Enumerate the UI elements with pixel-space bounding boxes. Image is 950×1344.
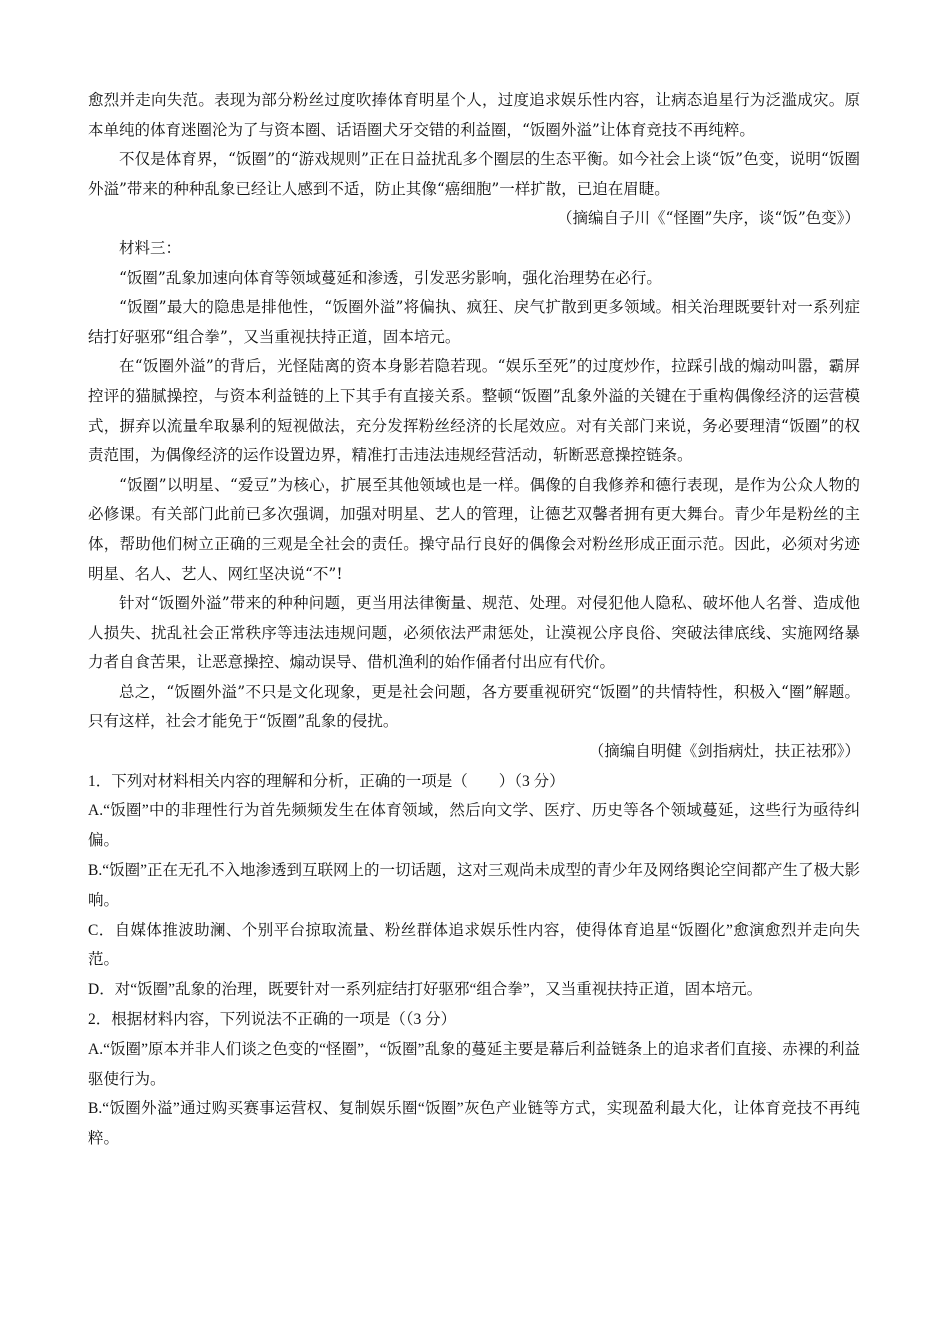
passage-paragraph-7: 针对“饭圈外溢”带来的种种问题，更当用法律衡量、规范、处理。对侵犯他人隐私、破坏他人名誉、造成他人损失、扰乱社会正常秩序等违法违规问题，必须依法严肃惩处，让漠视公序良俗、突破法律底线、实施网络暴力者自食苦果，让恶意操控、煽动误导、借机渔利的始作俑者付出应有代价。	[88, 594, 860, 672]
question-2-stem: 2．根据材料内容，下列说法不正确的一项是（（3 分）	[88, 1011, 457, 1029]
passage-paragraph-1: 愈烈并走向失范。表现为部分粉丝过度吹捧体育明星个人，过度追求娱乐性内容，让病态追星行为泛滥成灾。原本单纯的体育迷圈沦为了与资本圈、话语圈犬牙交错的利益圈，“饭圈外溢”让体育竞技不再纯粹。	[88, 91, 860, 139]
passage-paragraph-4: “饭圈”最大的隐患是排他性，“饭圈外溢”将偏执、疯狂、戾气扩散到更多领域。相关治理既要针对一系列症结打好驱邪“组合拳”，又当重视扶持正道，固本培元。	[88, 298, 860, 346]
question-1-option-a: A.“饭圈”中的非理性行为首先频频发生在体育领域，然后向文学、医疗、历史等各个领域蔓延，这些行为亟待纠偏。	[88, 802, 860, 850]
source-citation-1: （摘编自子川《“怪圈”失序，谈“饭”色变》）	[557, 209, 860, 228]
passage-paragraph-6: “饭圈”以明星、“爱豆”为核心，扩展至其他领域也是一样。偶像的自我修养和德行表现，是作为公众人物的必修课。有关部门此前已多次强调，加强对明星、艺人的管理，让德艺双馨者拥有更大舞台。青少年是粉丝的主体，帮助他们树立正确的三观是全社会的责任。操守品行良好的偶像会对粉丝形成正面示范。因此，必须对劣迹明星、名人、艺人、网红坚决说“不”!	[88, 475, 860, 583]
question-1-stem: 1．下列对材料相关内容的理解和分析，正确的一项是（ ）（3 分）	[88, 772, 565, 790]
question-2-option-a: A.“饭圈”原本并非人们谈之色变的“怪圈”，“饭圈”乱象的蔓延主要是幕后利益链条上的追求者们直接、赤裸的利益驱使行为。	[88, 1040, 860, 1088]
document-content	[88, 86, 860, 1154]
passage-paragraph-5: 在“饭圈外溢”的背后，光怪陆离的资本身影若隐若现。“娱乐至死”的过度炒作，拉踩引战的煽动叫嚣，霸屏控评的猫腻操控，与资本利益链的上下其手有直接关系。整顿“饭圈”乱象外溢的关键在于重构偶像经济的运营模式，摒弃以流量牟取暴利的短视做法，充分发挥粉丝经济的长尾效应。对有关部门来说，务必要理清“饭圈”的权责范围，为偶像经济的运作设置边界，精准打击违法违规经营活动，斩断恶意操控链条。	[88, 357, 860, 465]
passage-paragraph-2: 不仅是体育界，“饭圈”的“游戏规则”正在日益扰乱多个圈层的生态平衡。如今社会上谈“饭”色变，说明“饭圈外溢”带来的种种乱象已经让人感到不适，防止其像“癌细胞”一样扩散，已迫在眉睫。	[88, 150, 860, 198]
question-1-option-d: D．对“饭圈”乱象的治理，既要针对一系列症结打好驱邪“组合拳”，又当重视扶持正道，固本培元。	[88, 981, 763, 999]
source-citation-2: （摘编自明健《剑指病灶，扶正祛邪》）	[588, 742, 860, 761]
question-1-option-c: C．自媒体推波助澜、个别平台掠取流量、粉丝群体追求娱乐性内容，使得体育追星“饭圈化”愈演愈烈并走向失范。	[88, 921, 860, 969]
question-2-option-b: B.“饭圈外溢”通过购买赛事运营权、复制娱乐圈“饭圈”灰色产业链等方式，实现盈利最大化，让体育竞技不再纯粹。	[88, 1100, 860, 1148]
material-3-label: 材料三：	[119, 238, 182, 257]
passage-paragraph-3: “饭圈”乱象加速向体育等领域蔓延和渗透，引发恶劣影响，强化治理势在必行。	[119, 268, 662, 287]
passage-paragraph-8: 总之，“饭圈外溢”不只是文化现象，更是社会问题，各方要重视研究“饭圈”的共情特性，积极入“圈”解题。只有这样，社会才能免于“饭圈”乱象的侵扰。	[88, 682, 860, 731]
question-1-option-b: B.“饭圈”正在无孔不入地渗透到互联网上的一切话题，这对三观尚未成型的青少年及网络舆论空间都产生了极大影响。	[88, 862, 860, 909]
